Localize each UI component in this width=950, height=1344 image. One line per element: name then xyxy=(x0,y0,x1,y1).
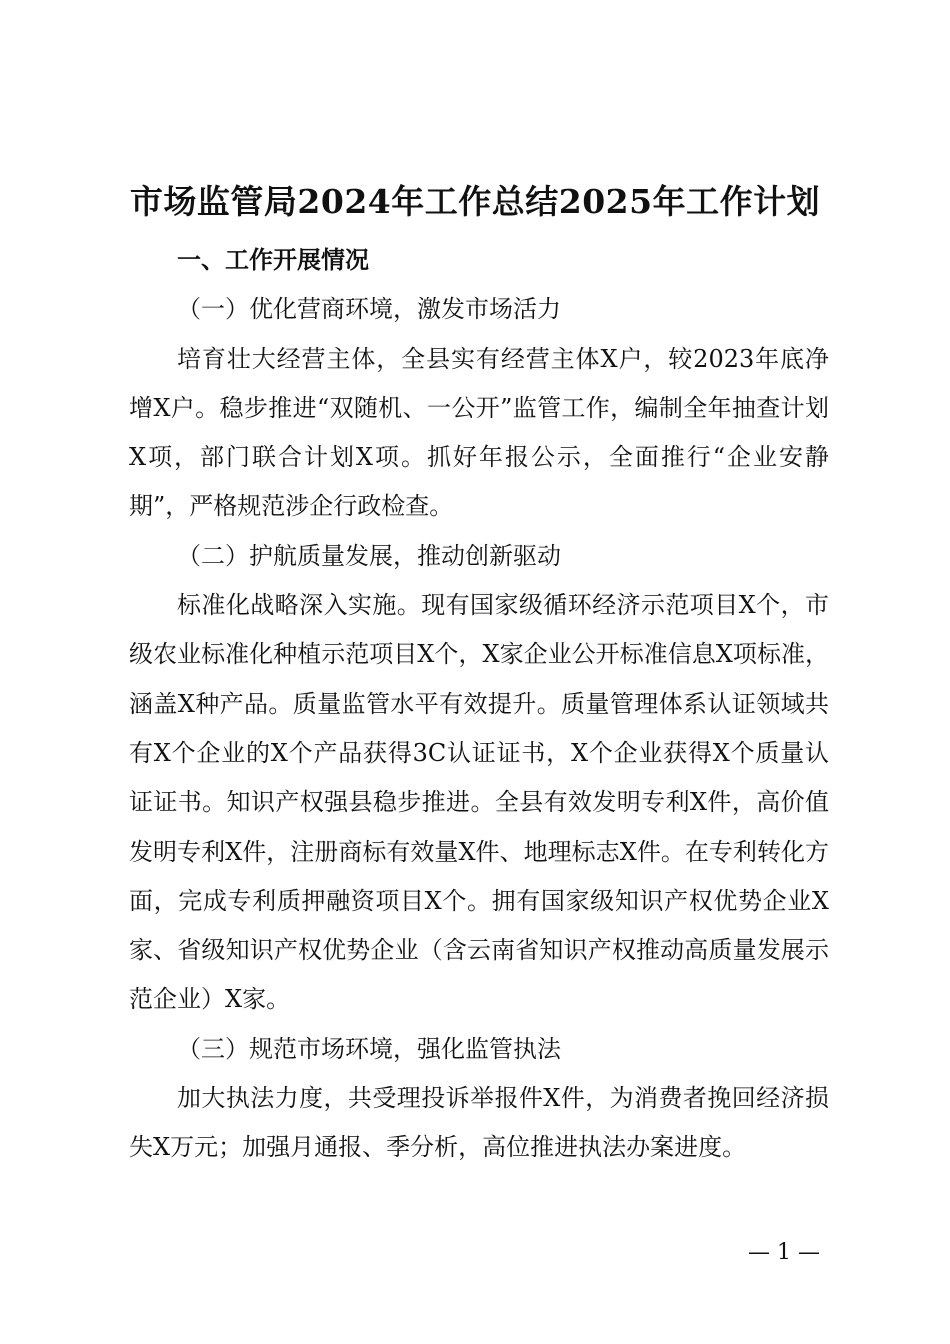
section-1-heading: （一）优化营商环境，激发市场活力 xyxy=(177,295,561,324)
document-body xyxy=(129,236,829,1173)
document-title: 市场监管局2024年工作总结2025年工作计划 xyxy=(129,182,821,221)
section-2-paragraph: 标准化战略深入实施。现有国家级循环经济示范项目X个，市级农业标准化种植示范项目X个，X家企业公开标准信息X项标准，涵盖X种产品。质量监管水平有效提升。质量管理体系认证领域共有X个企业的X个产品获得3C认证证书，X个企业获得X个质量认证证书。知识产权强县稳步推进。全县有效发明专利X件，高价值发明专利X件，注册商标有效量X件、地理标志X件。在专利转化方面，完成专利质押融资项目X个。拥有国家级知识产权优势企业X家、省级知识产权优势企业（含云南省知识产权推动高质量发展示范企业）X家。 xyxy=(129,591,829,1014)
heading-work-progress: 一、工作开展情况 xyxy=(177,246,369,274)
section-3-paragraph: 加大执法力度，共受理投诉举报件X件，为消费者挽回经济损失X万元；加强月通报、季分析，高位推进执法办案进度。 xyxy=(129,1084,829,1162)
section-2-heading: （二）护航质量发展，推动创新驱动 xyxy=(177,541,561,570)
page-number: — 1 — xyxy=(748,1240,820,1265)
section-3-heading: （三）规范市场环境，强化监管执法 xyxy=(177,1034,561,1063)
section-1-paragraph: 培育壮大经营主体，全县实有经营主体X户，较2023年底净增X户。稳步推进“双随机、一公开”监管工作，编制全年抽查计划X项，部门联合计划X项。抓好年报公示，全面推行“企业安静期”，严格规范涉企行政检查。 xyxy=(129,344,829,521)
